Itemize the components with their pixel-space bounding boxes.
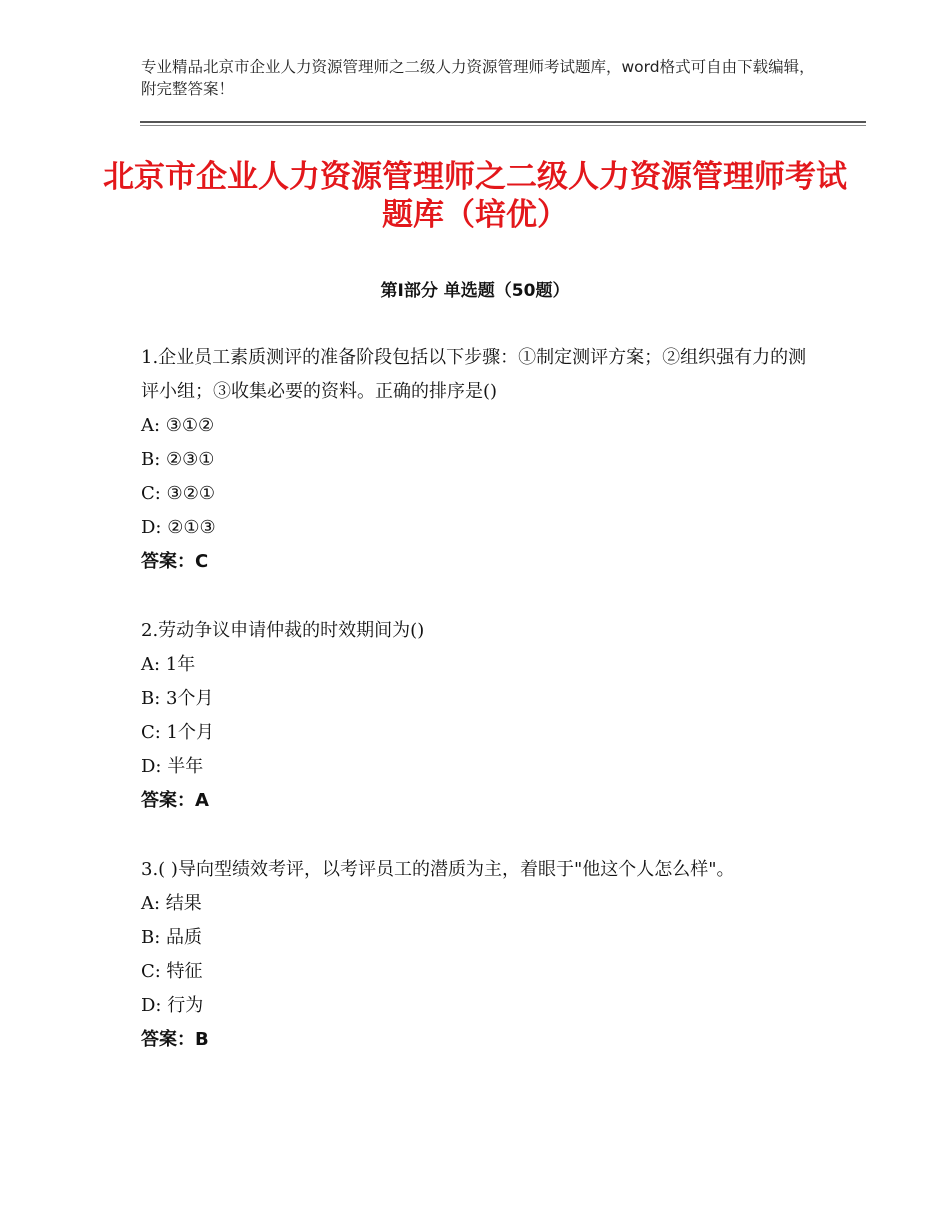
question-stem: 1.企业员工素质测评的准备阶段包括以下步骤：①制定测评方案；②组织强有力的测评小组；③收集必要的资料。正确的排序是(): [141, 347, 807, 402]
header-note: 专业精品北京市企业人力资源管理师之二级人力资源管理师考试题库，word格式可自由下载编辑，附完整答案！: [141, 58, 815, 98]
question-1: [141, 341, 811, 579]
header-divider: [140, 121, 866, 123]
option-d: D: ②①③: [141, 517, 216, 538]
option-d: D: 行为: [141, 995, 204, 1016]
option-c: C: 特征: [141, 961, 203, 982]
section-heading: 第Ⅰ部分 单选题（50题）: [380, 281, 570, 301]
option-b: B: 3个月: [141, 688, 214, 709]
option-a: A: ③①②: [141, 415, 215, 436]
option-b: B: ②③①: [141, 449, 215, 470]
option-d: D: 半年: [141, 756, 204, 777]
answer: 答案：B: [141, 1029, 209, 1050]
question-stem: 2.劳动争议申请仲裁的时效期间为(): [141, 620, 425, 641]
option-c: C: ③②①: [141, 483, 215, 504]
option-c: C: 1个月: [141, 722, 215, 743]
answer: 答案：A: [141, 790, 209, 811]
document-title: 北京市企业人力资源管理师之二级人力资源管理师考试题库（培优）: [103, 159, 847, 233]
header-divider-thin: [140, 125, 866, 126]
question-stem: 3.( )导向型绩效考评，以考评员工的潜质为主，着眼于"他这个人怎么样"。: [141, 859, 735, 880]
option-a: A: 1年: [141, 654, 196, 675]
answer: 答案：C: [141, 551, 209, 572]
question-2: [141, 614, 811, 818]
option-b: B: 品质: [141, 927, 203, 948]
option-a: A: 结果: [141, 893, 202, 914]
question-3: [141, 853, 811, 1057]
